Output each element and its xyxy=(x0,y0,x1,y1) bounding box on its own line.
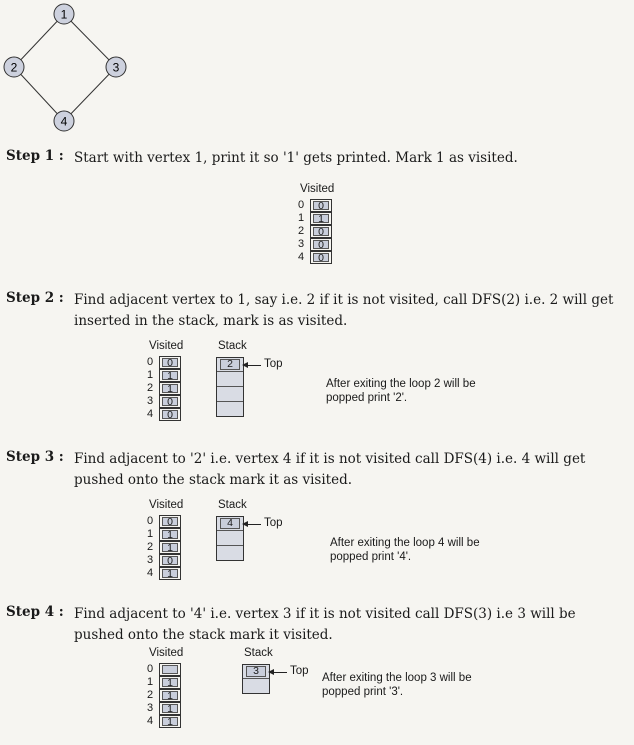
note-line: popped print '2'. xyxy=(326,392,408,404)
index-label: 1 xyxy=(147,369,154,381)
index-label: 4 xyxy=(147,567,154,579)
stack-cell: 4 xyxy=(220,518,240,529)
graph-node-2 xyxy=(4,57,24,77)
graph-node-label: 4 xyxy=(60,114,68,129)
visited-cell: 0 xyxy=(162,397,178,406)
note-line: After exiting the loop 2 will be xyxy=(326,378,476,390)
step-4-visited-title: Visited xyxy=(149,647,184,659)
index-label: 2 xyxy=(298,225,305,237)
visited-cell: 0 xyxy=(313,227,329,236)
visited-cell: 1 xyxy=(313,214,329,223)
visited-cell: 1 xyxy=(162,371,178,380)
visited-cell: 1 xyxy=(162,704,178,713)
index-label: 0 xyxy=(298,199,305,211)
index-label: 0 xyxy=(147,356,154,368)
visited-cell: 0 xyxy=(162,556,178,565)
step-2-visited-title: Visited xyxy=(149,340,184,352)
step-1-visited-array xyxy=(298,199,338,264)
visited-cell: 1 xyxy=(162,543,178,552)
step-3-top-arrow-icon xyxy=(247,524,261,525)
note-line: popped print '3'. xyxy=(322,686,404,698)
index-label: 0 xyxy=(147,663,154,675)
visited-cell: 1 xyxy=(162,569,178,578)
step-4-visited-array xyxy=(147,663,187,728)
graph-node-label: 3 xyxy=(112,60,120,75)
step-2-top-arrow-icon xyxy=(247,365,261,366)
step-4-top-arrow-icon xyxy=(273,672,287,673)
step-3-visited-title: Visited xyxy=(149,499,184,511)
step-1-label: Step 1 : xyxy=(6,148,64,164)
index-label: 4 xyxy=(147,715,154,727)
visited-cell: 0 xyxy=(313,240,329,249)
step-4-stack xyxy=(242,664,270,694)
index-label: 2 xyxy=(147,541,154,553)
visited-cell: 1 xyxy=(162,717,178,726)
visited-cell xyxy=(162,665,178,674)
step-2-stack xyxy=(216,357,244,417)
graph-diagram xyxy=(0,0,140,140)
step-2-note xyxy=(326,377,476,405)
index-label: 4 xyxy=(298,251,305,263)
step-4-text: Find adjacent to '4' i.e. vertex 3 if it is not visited call DFS(3) i.e 3 will be pushed onto the stack mark it visited. xyxy=(74,606,576,643)
index-label: 2 xyxy=(147,689,154,701)
stack-cell: 3 xyxy=(246,666,266,677)
stack-cell: 2 xyxy=(220,359,240,370)
step-2-top-label: Top xyxy=(264,358,283,370)
step-2-stack-title: Stack xyxy=(218,340,247,352)
index-label: 1 xyxy=(298,212,305,224)
visited-cell: 0 xyxy=(162,358,178,367)
step-3-stack xyxy=(216,516,244,561)
index-label: 4 xyxy=(147,408,154,420)
note-line: popped print '4'. xyxy=(330,551,412,563)
step-3-note xyxy=(330,536,480,564)
visited-cell: 1 xyxy=(162,384,178,393)
step-3-visited-array xyxy=(147,515,187,580)
index-label: 2 xyxy=(147,382,154,394)
step-3-label: Step 3 : xyxy=(6,449,64,465)
graph-node-label: 1 xyxy=(60,7,68,22)
visited-cell: 0 xyxy=(313,201,329,210)
step-1-text: Start with vertex 1, print it so '1' gets printed. Mark 1 as visited. xyxy=(74,150,518,166)
step-4-top-label: Top xyxy=(290,665,309,677)
visited-cell: 1 xyxy=(162,678,178,687)
visited-cell: 0 xyxy=(313,253,329,262)
visited-cell: 1 xyxy=(162,691,178,700)
graph-node-4 xyxy=(54,111,74,131)
graph-node-label: 2 xyxy=(10,60,18,75)
visited-cell: 1 xyxy=(162,530,178,539)
index-label: 3 xyxy=(298,238,305,250)
index-label: 3 xyxy=(147,395,154,407)
note-line: After exiting the loop 4 will be xyxy=(330,537,480,549)
index-label: 1 xyxy=(147,676,154,688)
visited-cell: 0 xyxy=(162,410,178,419)
note-line: After exiting the loop 3 will be xyxy=(322,672,472,684)
step-4-stack-title: Stack xyxy=(244,647,273,659)
step-1-visited-title: Visited xyxy=(300,183,335,195)
index-label: 3 xyxy=(147,702,154,714)
index-label: 0 xyxy=(147,515,154,527)
step-3-text: Find adjacent to '2' i.e. vertex 4 if it is not visited call DFS(4) i.e. 4 will get pushed onto the stack mark it as visited. xyxy=(74,451,586,488)
graph-node-3 xyxy=(106,57,126,77)
step-4-note xyxy=(322,671,472,699)
step-2-visited-array xyxy=(147,356,187,421)
graph-node-1 xyxy=(54,4,74,24)
step-3-stack-title: Stack xyxy=(218,499,247,511)
index-label: 1 xyxy=(147,528,154,540)
visited-cell: 0 xyxy=(162,517,178,526)
step-2-label: Step 2 : xyxy=(6,290,64,306)
step-4-label: Step 4 : xyxy=(6,604,64,620)
step-3-top-label: Top xyxy=(264,517,283,529)
step-2-text: Find adjacent vertex to 1, say i.e. 2 if it is not visited, call DFS(2) i.e. 2 will get inserted in the stack, mark is as visited. xyxy=(74,292,614,329)
index-label: 3 xyxy=(147,554,154,566)
